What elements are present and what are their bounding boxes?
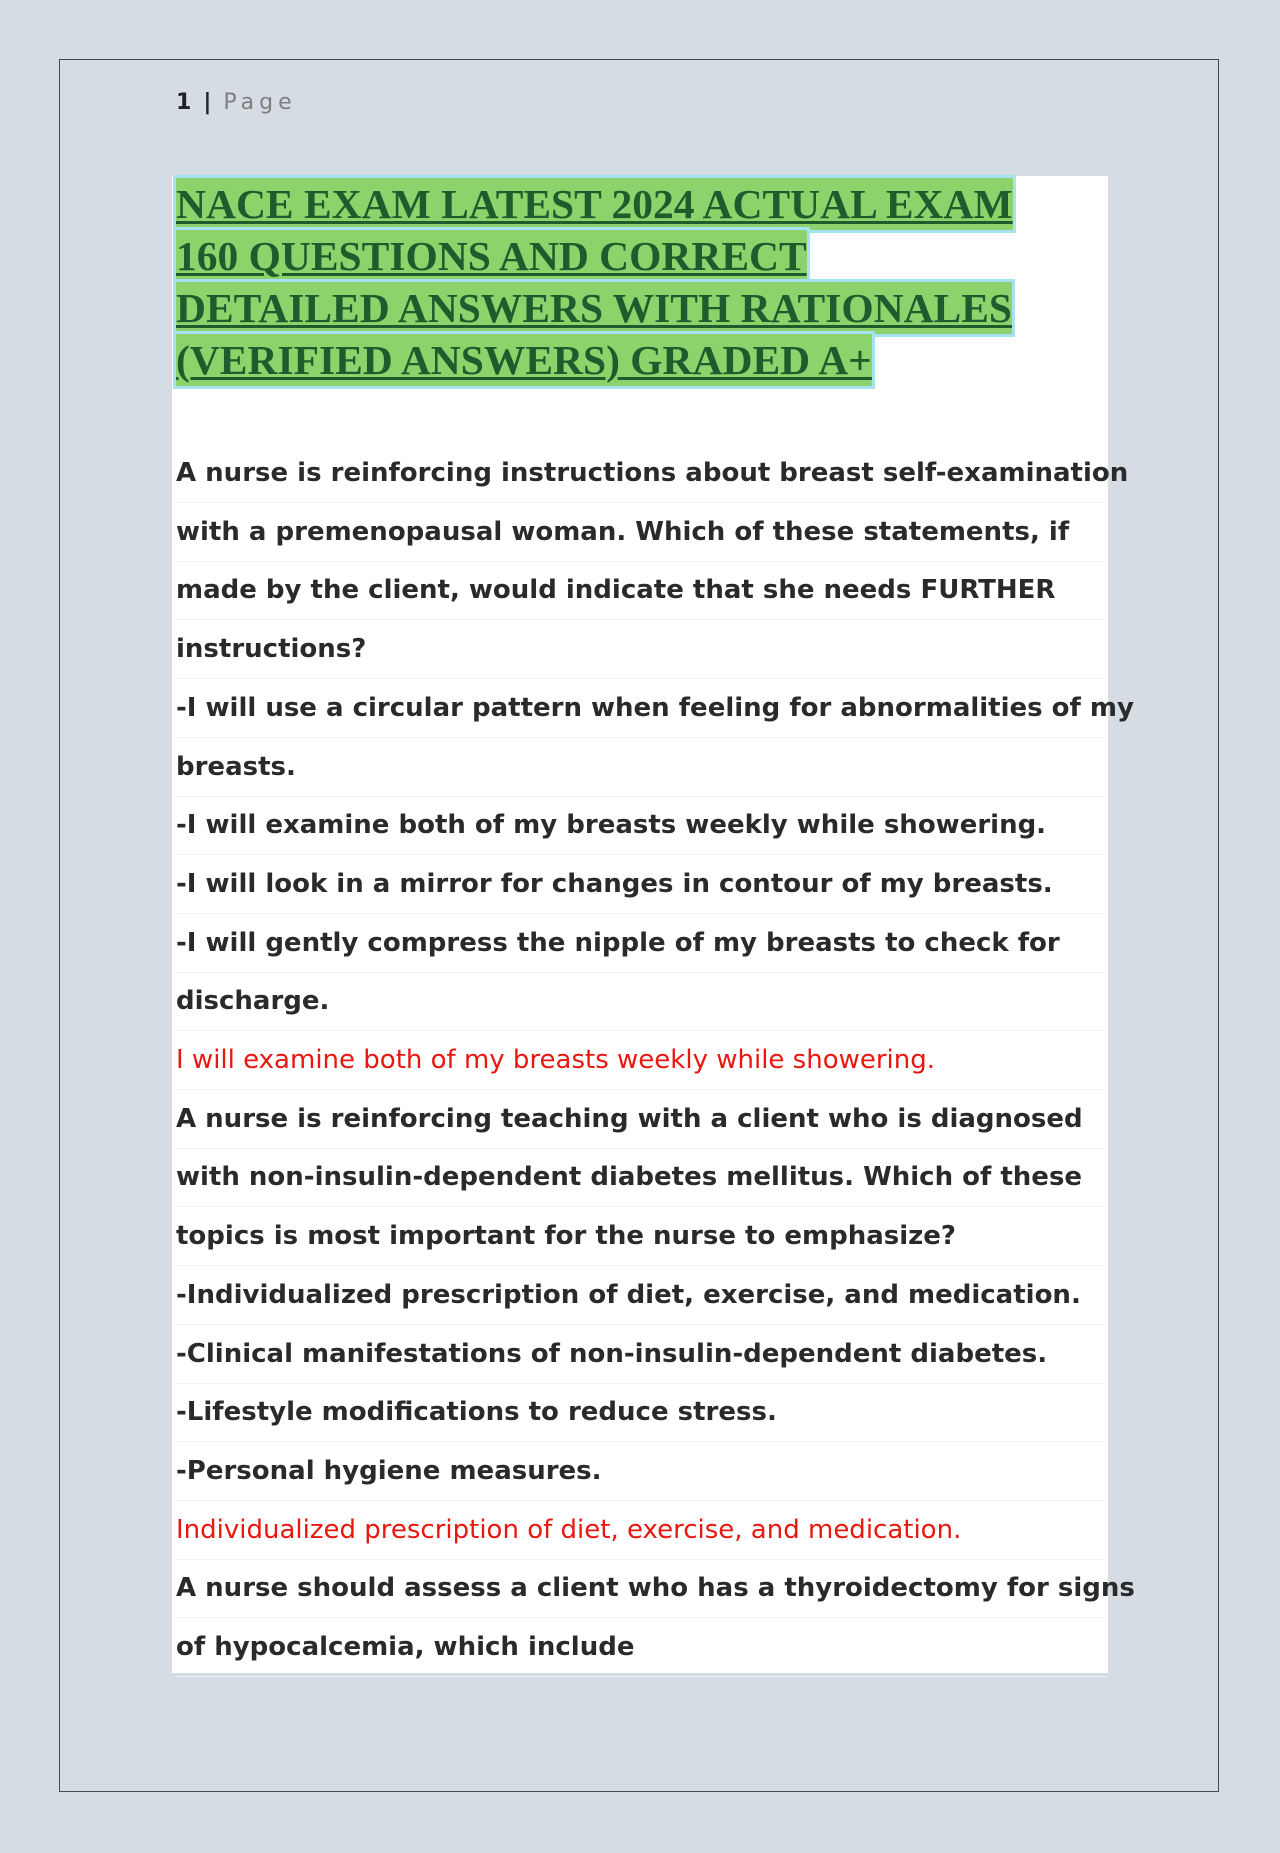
question-line: A nurse should assess a client who has a thyroidectomy for signs <box>176 1559 1106 1618</box>
question-line: topics is most important for the nurse to emphasize? <box>176 1207 1106 1266</box>
question-line: with a premenopausal woman. Which of these statements, if <box>176 503 1106 562</box>
title-line: DETAILED ANSWERS WITH RATIONALES <box>176 282 1012 334</box>
question-line: A nurse is reinforcing teaching with a client who is diagnosed <box>176 1090 1106 1149</box>
question-line: -I will examine both of my breasts weekly while showering. <box>176 796 1106 855</box>
question-line: -Lifestyle modifications to reduce stress. <box>176 1383 1106 1442</box>
question-text-block <box>176 444 1135 1674</box>
page-number <box>176 90 297 115</box>
title-line: 160 QUESTIONS AND CORRECT <box>176 230 807 282</box>
title-line: NACE EXAM LATEST 2024 ACTUAL EXAM <box>176 178 1013 230</box>
question-line: discharge. <box>176 972 1106 1031</box>
question-line: breasts. <box>176 738 1106 797</box>
answer-line: Individualized prescription of diet, exercise, and medication. <box>176 1501 1106 1560</box>
answer-line: I will examine both of my breasts weekly while showering. <box>176 1031 1106 1090</box>
question-line: -Clinical manifestations of non-insulin-dependent diabetes. <box>176 1325 1106 1384</box>
question-line: -I will look in a mirror for changes in contour of my breasts. <box>176 855 1106 914</box>
question-line: instructions? <box>176 620 1106 679</box>
question-line: with non-insulin-dependent diabetes mellitus. Which of these <box>176 1148 1106 1207</box>
question-line: made by the client, would indicate that she needs FURTHER <box>176 561 1106 620</box>
page-number-separator: | <box>203 90 212 115</box>
page-number-value: 1 <box>176 90 192 115</box>
question-line: -I will use a circular pattern when feeling for abnormalities of my <box>176 679 1106 738</box>
title-line: (VERIFIED ANSWERS) GRADED A+ <box>176 334 872 386</box>
page-number-label: Page <box>223 90 297 115</box>
question-line: -I will gently compress the nipple of my breasts to check for <box>176 914 1106 973</box>
question-line: -Individualized prescription of diet, exercise, and medication. <box>176 1266 1106 1325</box>
question-line: A nurse is reinforcing instructions about breast self-examination <box>176 444 1106 503</box>
question-line: of hypocalcemia, which include <box>176 1618 1106 1677</box>
document-title <box>172 176 1108 386</box>
question-line: -Personal hygiene measures. <box>176 1442 1106 1501</box>
